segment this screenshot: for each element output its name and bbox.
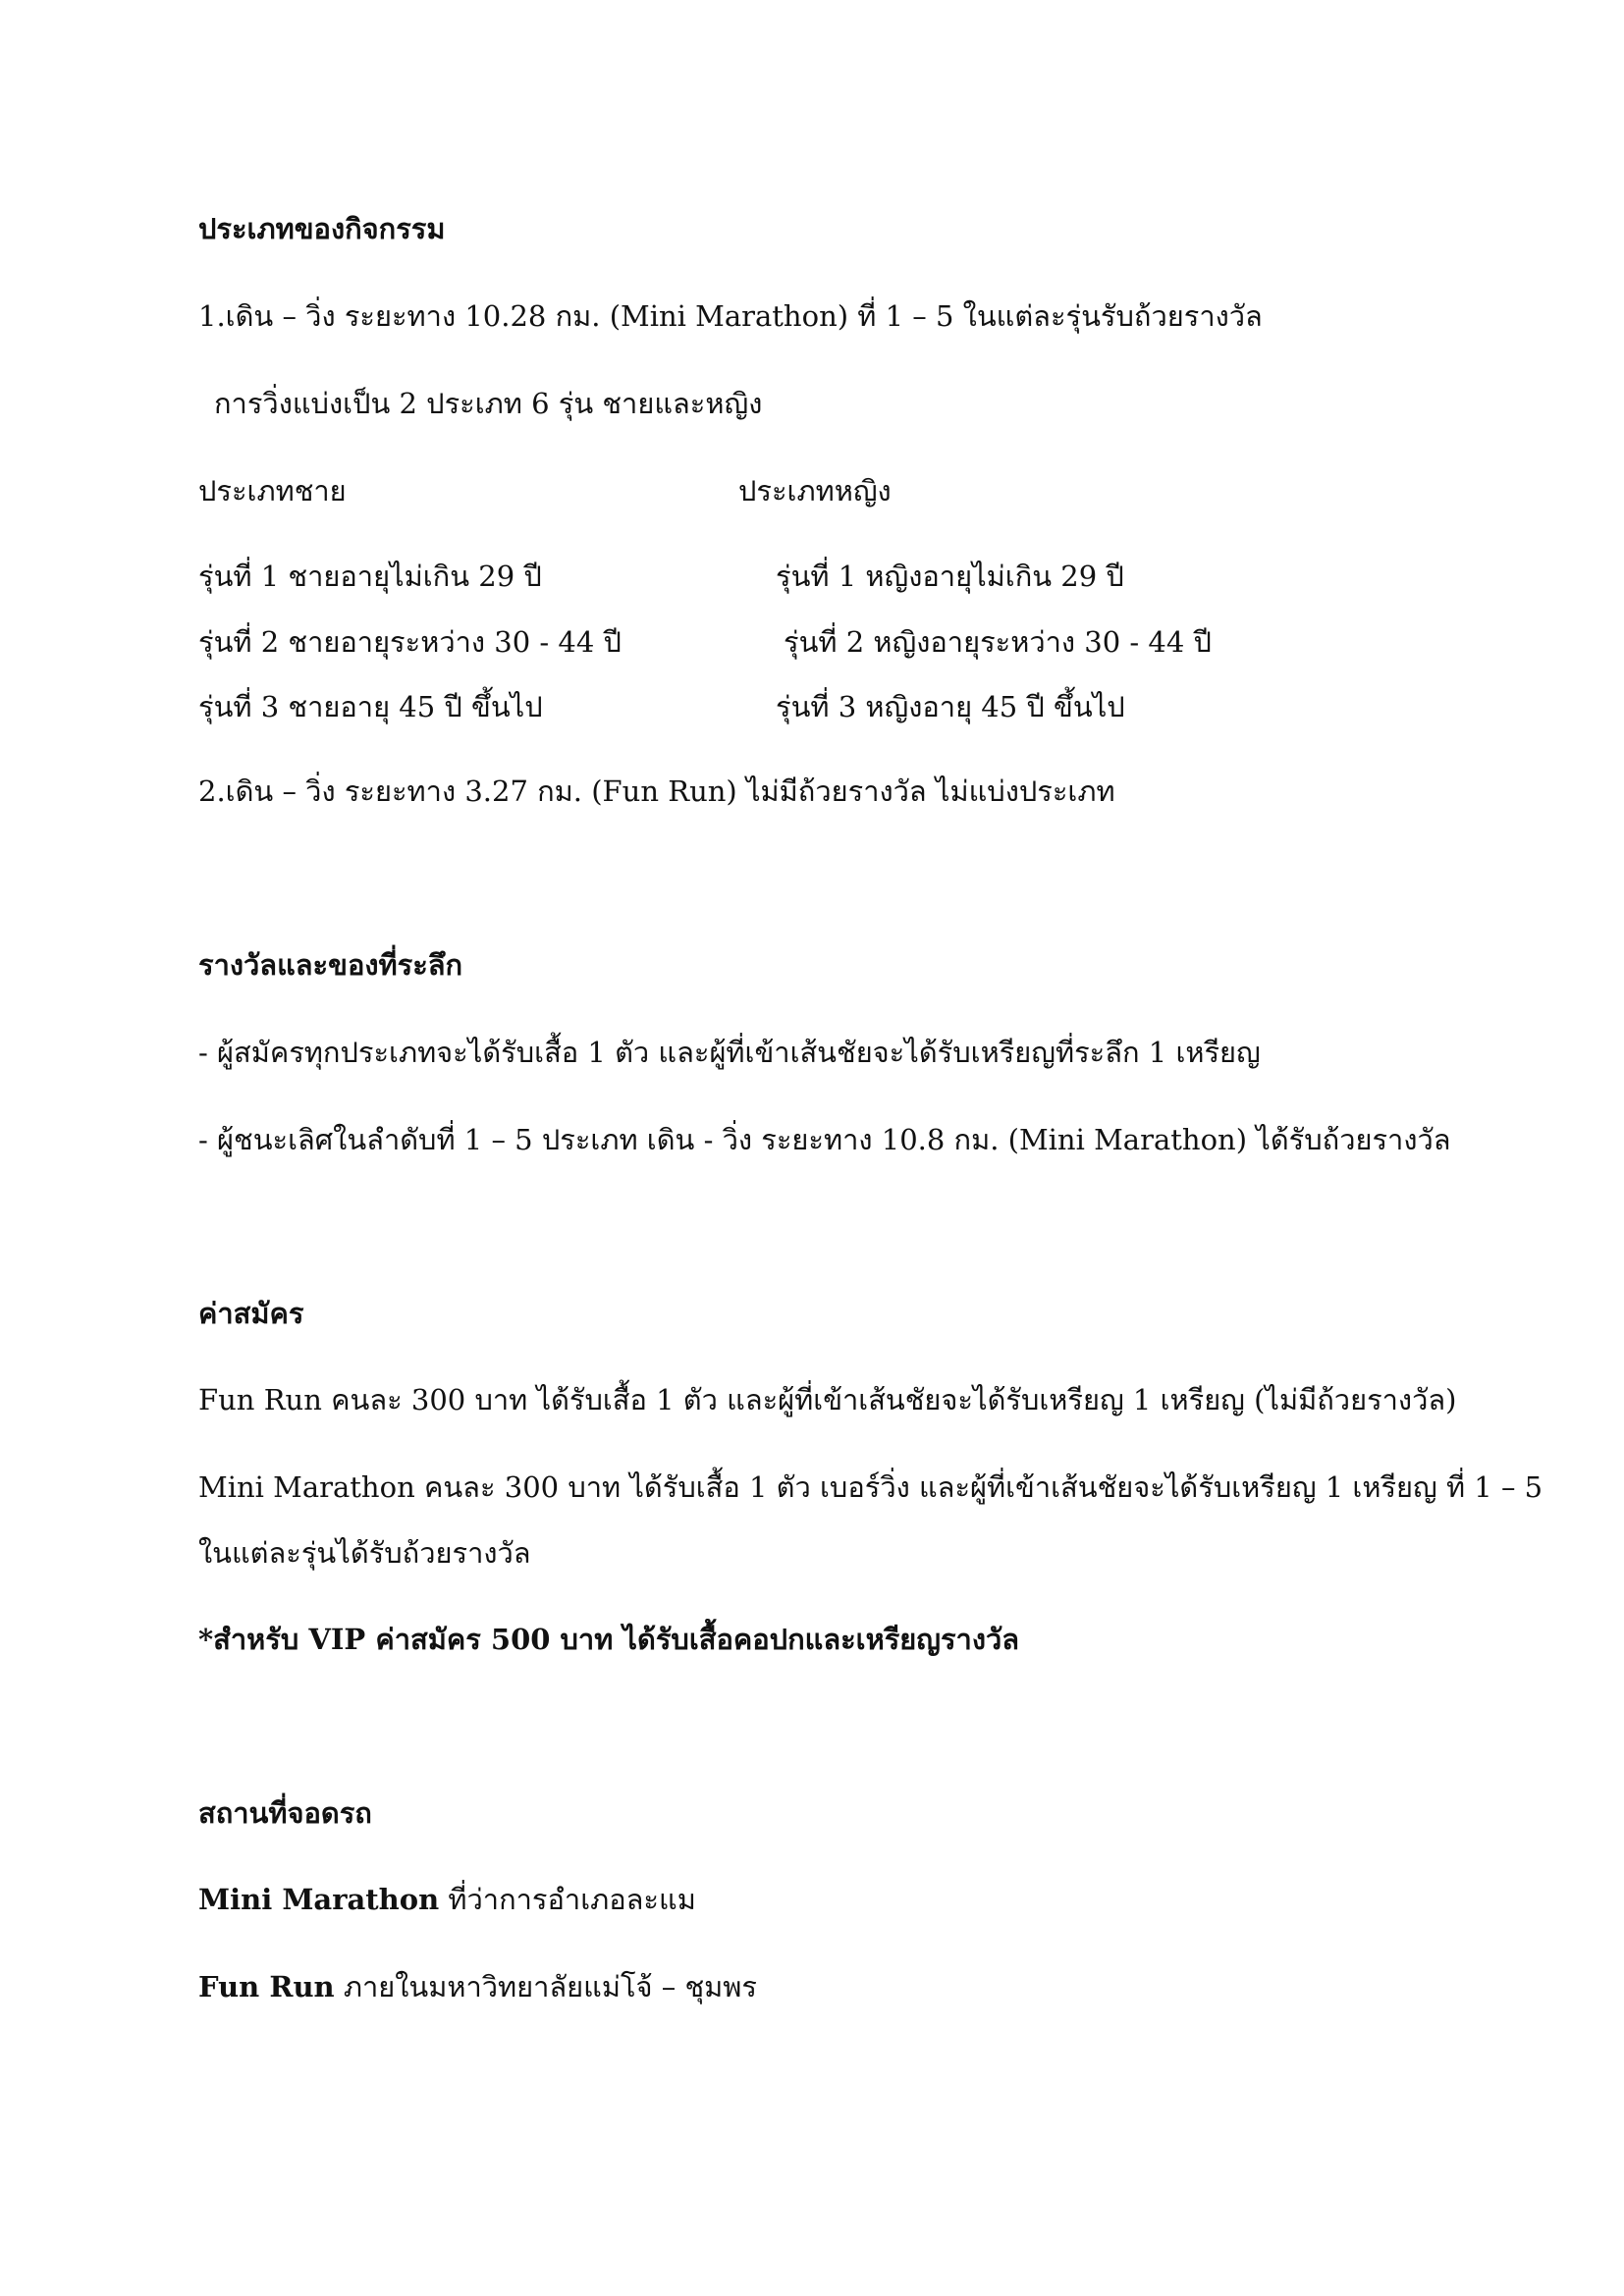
parking-mini-marathon xyxy=(198,1880,696,1919)
fee-vip: *สำหรับ VIP ค่าสมัคร 500 บาท ได้รับเสื้อคอปกและเหรียญรางวัล xyxy=(198,1623,1020,1656)
parking-mini-text: ที่ว่าการอำเภอละแม xyxy=(439,1883,696,1916)
female-class-3: รุ่นที่ 3 หญิงอายุ 45 ปี ขึ้นไป xyxy=(776,690,1125,723)
male-class-3: รุ่นที่ 3 ชายอายุ 45 ปี ขึ้นไป xyxy=(198,690,543,723)
activity-item-1-sub: การวิ่งแบ่งเป็น 2 ประเภท 6 รุ่น ชายและหญิง xyxy=(214,387,763,420)
parking-fun-text: ภายในมหาวิทยาลัยแม่โจ้ – ชุมพร xyxy=(334,1970,757,2003)
fee-mini-marathon: Mini Marathon คนละ 300 บาท ได้รับเสื้อ 1 ตัว เบอร์วิ่ง และผู้ที่เข้าเส้นชัยจะได้รับเหรียญ 1 เหรียญ ที่ 1 – 5 xyxy=(198,1470,1543,1504)
prize-line-1: - ผู้สมัครทุกประเภทจะได้รับเสื้อ 1 ตัว และผู้ที่เข้าเส้นชัยจะได้รับเหรียญที่ระลึก 1 เหรียญ xyxy=(198,1036,1261,1069)
female-class-1: รุ่นที่ 1 หญิงอายุไม่เกิน 29 ปี xyxy=(776,560,1124,593)
section-heading-parking: สถานที่จอดรถ xyxy=(198,1796,372,1830)
male-class-1: รุ่นที่ 1 ชายอายุไม่เกิน 29 ปี xyxy=(198,560,542,593)
female-class-2: รุ่นที่ 2 หญิงอายุระหว่าง 30 - 44 ปี xyxy=(784,625,1212,659)
female-category-heading: ประเภทหญิง xyxy=(738,474,892,507)
section-heading-fees: ค่าสมัคร xyxy=(198,1297,304,1330)
male-class-2: รุ่นที่ 2 ชายอายุระหว่าง 30 - 44 ปี xyxy=(198,625,622,659)
section-heading-activity-types: ประเภทของกิจกรรม xyxy=(198,212,446,245)
fee-mini-marathon-cont: ในแต่ละรุ่นได้รับถ้วยรางวัล xyxy=(198,1536,531,1570)
parking-fun-label: Fun Run xyxy=(198,1970,335,2003)
activity-item-1: 1.เดิน – วิ่ง ระยะทาง 10.28 กม. (Mini Marathon) ที่ 1 – 5 ในแต่ละรุ่นรับถ้วยรางวัล xyxy=(198,299,1263,333)
fee-fun-run: Fun Run คนละ 300 บาท ได้รับเสื้อ 1 ตัว และผู้ที่เข้าเส้นชัยจะได้รับเหรียญ 1 เหรียญ (ไม่มีถ้วยรางวัล) xyxy=(198,1383,1457,1416)
activity-item-2: 2.เดิน – วิ่ง ระยะทาง 3.27 กม. (Fun Run) ไม่มีถ้วยรางวัล ไม่แบ่งประเภท xyxy=(198,774,1115,808)
prize-line-2: - ผู้ชนะเลิศในลำดับที่ 1 – 5 ประเภท เดิน - วิ่ง ระยะทาง 10.8 กม. (Mini Marathon) ได้รับถ้วยรางวัล xyxy=(198,1123,1451,1156)
male-category-heading: ประเภทชาย xyxy=(198,474,347,507)
parking-mini-label: Mini Marathon xyxy=(198,1883,440,1916)
parking-fun-run xyxy=(198,1967,757,2006)
section-heading-prizes: รางวัลและของที่ระลึก xyxy=(198,948,463,982)
